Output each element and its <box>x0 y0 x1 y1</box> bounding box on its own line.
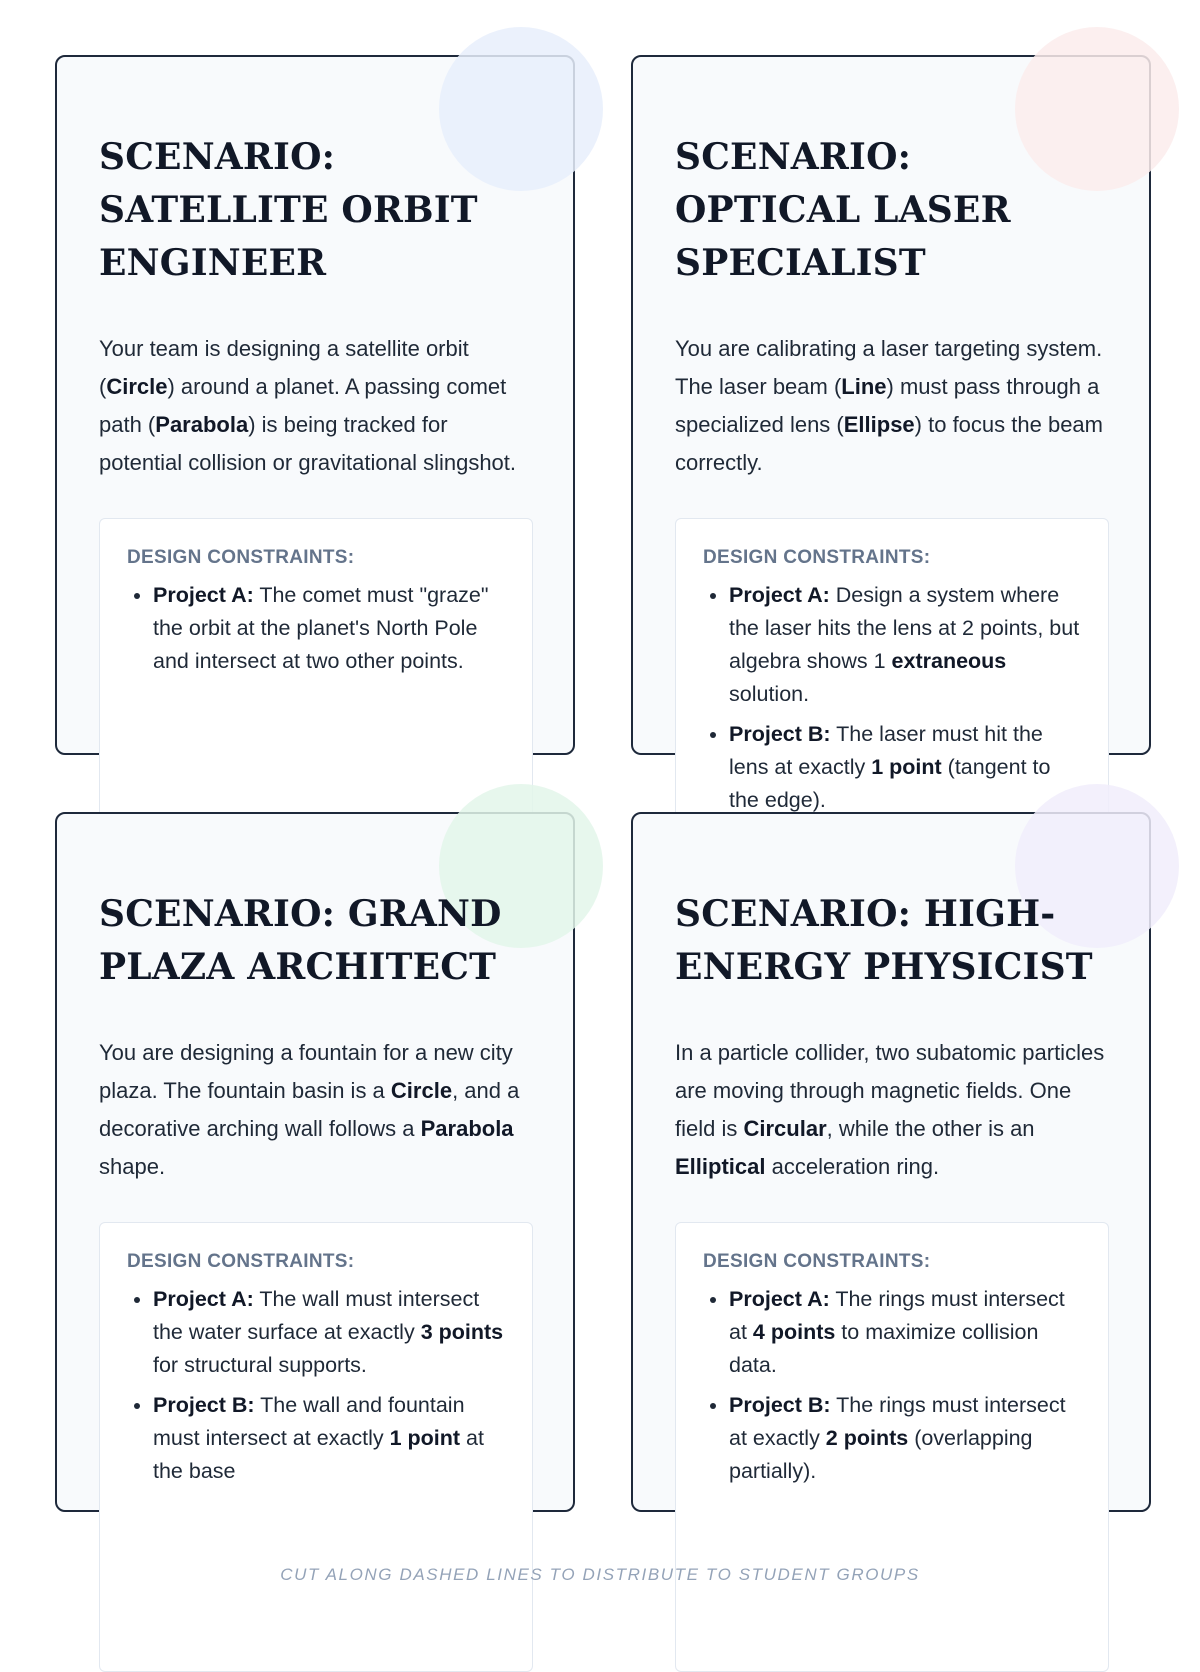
emphasis-text: Project B: <box>153 1393 255 1417</box>
design-constraints-box <box>99 1222 533 1672</box>
constraints-label: DESIGN CONSTRAINTS: <box>127 547 355 568</box>
emphasis-text: Project A: <box>153 1287 254 1311</box>
emphasis-text: Elliptical <box>675 1154 766 1179</box>
scenario-card-laser <box>631 55 1151 812</box>
emphasis-text: Project A: <box>729 583 830 607</box>
emphasis-text: 4 points <box>752 1320 836 1344</box>
text-run: ) around a planet. A passing comet path ( <box>99 374 507 437</box>
constraints-list <box>127 579 506 678</box>
text-run: You are calibrating a laser targeting system. The laser beam ( <box>675 336 1103 399</box>
text-run: ) to focus the beam correctly. <box>675 412 1103 475</box>
text-run: , and a decorative arching wall follows a <box>99 1078 520 1141</box>
constraint-item <box>153 579 506 678</box>
constraints-list <box>703 579 1082 817</box>
design-constraints-box <box>675 1222 1109 1672</box>
constraints-label: DESIGN CONSTRAINTS: <box>703 547 931 568</box>
emphasis-text: 1 point <box>389 1426 461 1450</box>
emphasis-text: Line <box>841 374 887 399</box>
footer-instruction: CUT ALONG DASHED LINES TO DISTRIBUTE TO STUDENT GROUPS <box>280 1565 920 1584</box>
text-run: Your team is designing a satellite orbit ( <box>99 336 469 399</box>
text-run: at the base <box>153 1426 484 1483</box>
constraints-list <box>127 1283 506 1488</box>
emphasis-text: Project B: <box>729 1393 831 1417</box>
text-run: for structural supports. <box>153 1353 367 1377</box>
emphasis-text: 2 points <box>825 1426 909 1450</box>
card-title: SCENARIO: OPTICAL LASER SPECIALIST <box>675 136 1011 284</box>
emphasis-text: Project B: <box>729 722 831 746</box>
constraint-item <box>729 1283 1082 1382</box>
card-description <box>675 1034 1109 1186</box>
emphasis-text: extraneous <box>891 649 1007 673</box>
emphasis-text: Ellipse <box>843 412 915 437</box>
emphasis-text: Parabola <box>420 1116 514 1141</box>
text-run: The laser must hit the lens at exactly <box>729 722 1043 779</box>
text-run: The wall must intersect the water surface at exactly <box>153 1287 480 1344</box>
text-run: ) is being tracked for potential collision or gravitational slingshot. <box>99 412 517 475</box>
constraint-item <box>729 1389 1082 1488</box>
text-run: You are designing a fountain for a new city plaza. The fountain basin is a <box>99 1040 513 1103</box>
constraint-item <box>153 1389 506 1488</box>
card-title: SCENARIO: GRAND PLAZA ARCHITECT <box>99 893 502 988</box>
emphasis-text: Project A: <box>729 1287 830 1311</box>
emphasis-text: Circular <box>743 1116 827 1141</box>
text-run: (tangent to the edge). <box>729 755 1051 812</box>
text-run: ) must pass through a specialized lens ( <box>675 374 1100 437</box>
text-run: solution. <box>729 682 810 706</box>
card-title: SCENARIO: SATELLITE ORBIT ENGINEER <box>99 136 478 284</box>
text-run: The wall and fountain must intersect at exactly <box>153 1393 465 1450</box>
constraints-label: DESIGN CONSTRAINTS: <box>127 1251 355 1272</box>
card-title: SCENARIO: HIGH-ENERGY PHYSICIST <box>675 893 1093 988</box>
constraint-item <box>729 579 1082 711</box>
scenario-card-physicist <box>631 812 1151 1512</box>
text-run: shape. <box>99 1154 166 1179</box>
text-run: The comet must "graze" the orbit at the planet's North Pole and intersect at two other points. <box>153 583 489 673</box>
scenario-card-plaza <box>55 812 575 1512</box>
card-description <box>99 330 533 482</box>
text-run: to maximize collision data. <box>729 1320 1039 1377</box>
card-description <box>675 330 1109 482</box>
emphasis-text: Project A: <box>153 583 254 607</box>
scenario-card-satellite <box>55 55 575 755</box>
emphasis-text: 3 points <box>420 1320 504 1344</box>
constraint-item <box>729 718 1082 817</box>
emphasis-text: 1 point <box>871 755 942 779</box>
emphasis-text: Circle <box>390 1078 453 1103</box>
constraint-item <box>153 1283 506 1382</box>
constraints-list <box>703 1283 1082 1488</box>
constraints-label: DESIGN CONSTRAINTS: <box>703 1251 931 1272</box>
emphasis-text: Parabola <box>155 412 249 437</box>
text-run: , while the other is an <box>826 1116 1035 1141</box>
emphasis-text: Circle <box>106 374 168 399</box>
text-run: In a particle collider, two subatomic particles are moving through magnetic fields. One field is <box>675 1040 1105 1141</box>
text-run: The rings must intersect at <box>729 1287 1065 1344</box>
text-run: The rings must intersect at exactly <box>729 1393 1066 1450</box>
text-run: (overlapping partially). <box>729 1426 1033 1483</box>
text-run: Design a system where the laser hits the lens at 2 points, but algebra shows 1 <box>729 583 1080 673</box>
text-run: acceleration ring. <box>765 1154 940 1179</box>
card-description <box>99 1034 533 1186</box>
